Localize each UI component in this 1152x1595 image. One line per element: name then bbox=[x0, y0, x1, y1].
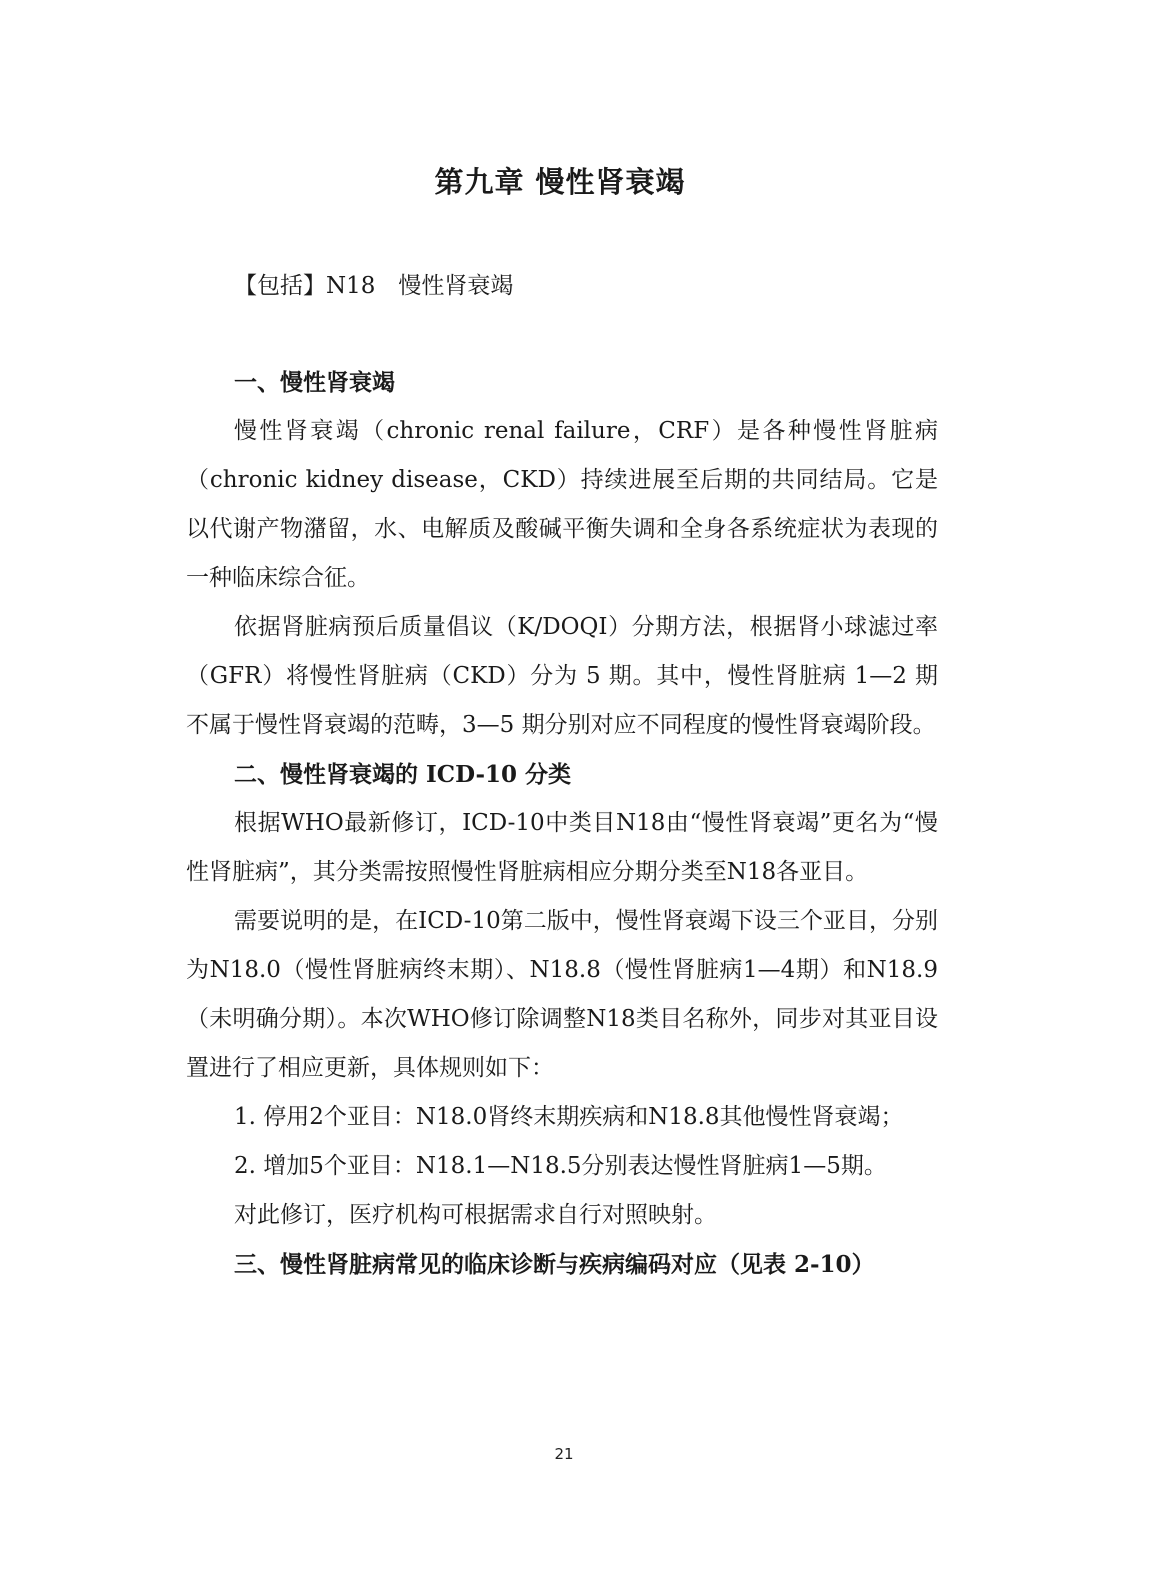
page-number: 21 bbox=[554, 1445, 574, 1463]
chapter-title: 第九章 慢性肾衰竭 bbox=[434, 165, 686, 199]
section2-paragraph-3: 对此修订，医疗机构可根据需求自行对照映射。 bbox=[234, 1202, 717, 1228]
section3-heading: 三、慢性肾脏病常见的临床诊断与疾病编码对应（见表 2-10） bbox=[234, 1251, 875, 1278]
section2-paragraph-2: 需要说明的是，在ICD-10第二版中，慢性肾衰竭下设三个亚目，分别为N18.0（慢性肾脏病终末期）、N18.8（慢性肾脏病1—4期）和N18.9（未明确分期）。本次WHO修订除调整N18类目名称外，同步对其亚目设置进行了相应更新，具体规则如下： bbox=[186, 908, 938, 1081]
section2-heading: 二、慢性肾衰竭的 ICD-10 分类 bbox=[234, 761, 572, 788]
section2-paragraph-1: 根据WHO最新修订，ICD-10中类目N18由“慢性肾衰竭”更名为“慢性肾脏病”，其分类需按照慢性肾脏病相应分期分类至N18各亚目。 bbox=[186, 810, 938, 885]
section1-heading: 一、慢性肾衰竭 bbox=[234, 369, 395, 396]
list-item: 1. 停用2个亚目：N18.0肾终末期疾病和N18.8其他慢性肾衰竭； bbox=[234, 1104, 904, 1130]
section1-paragraph-1: 慢性肾衰竭（chronic renal failure，CRF）是各种慢性肾脏病（chronic kidney disease，CKD）持续进展至后期的共同结局。它是以代谢产物潴留，水、电解质及酸碱平衡失调和全身各系统症状为表现的一种临床综合征。 bbox=[186, 418, 938, 591]
list-item: 2. 增加5个亚目：N18.1—N18.5分别表达慢性肾脏病1—5期。 bbox=[234, 1153, 887, 1179]
section1-paragraph-2: 依据肾脏病预后质量倡议（K/DOQI）分期方法，根据肾小球滤过率（GFR）将慢性肾脏病（CKD）分为 5 期。其中，慢性肾脏病 1—2 期不属于慢性肾衰竭的范畴，3—5 期分别对应不同程度的慢性肾衰竭阶段。 bbox=[186, 614, 938, 738]
section1 bbox=[186, 358, 938, 1289]
include-line: 【包括】N18 慢性肾衰竭 bbox=[234, 273, 514, 299]
